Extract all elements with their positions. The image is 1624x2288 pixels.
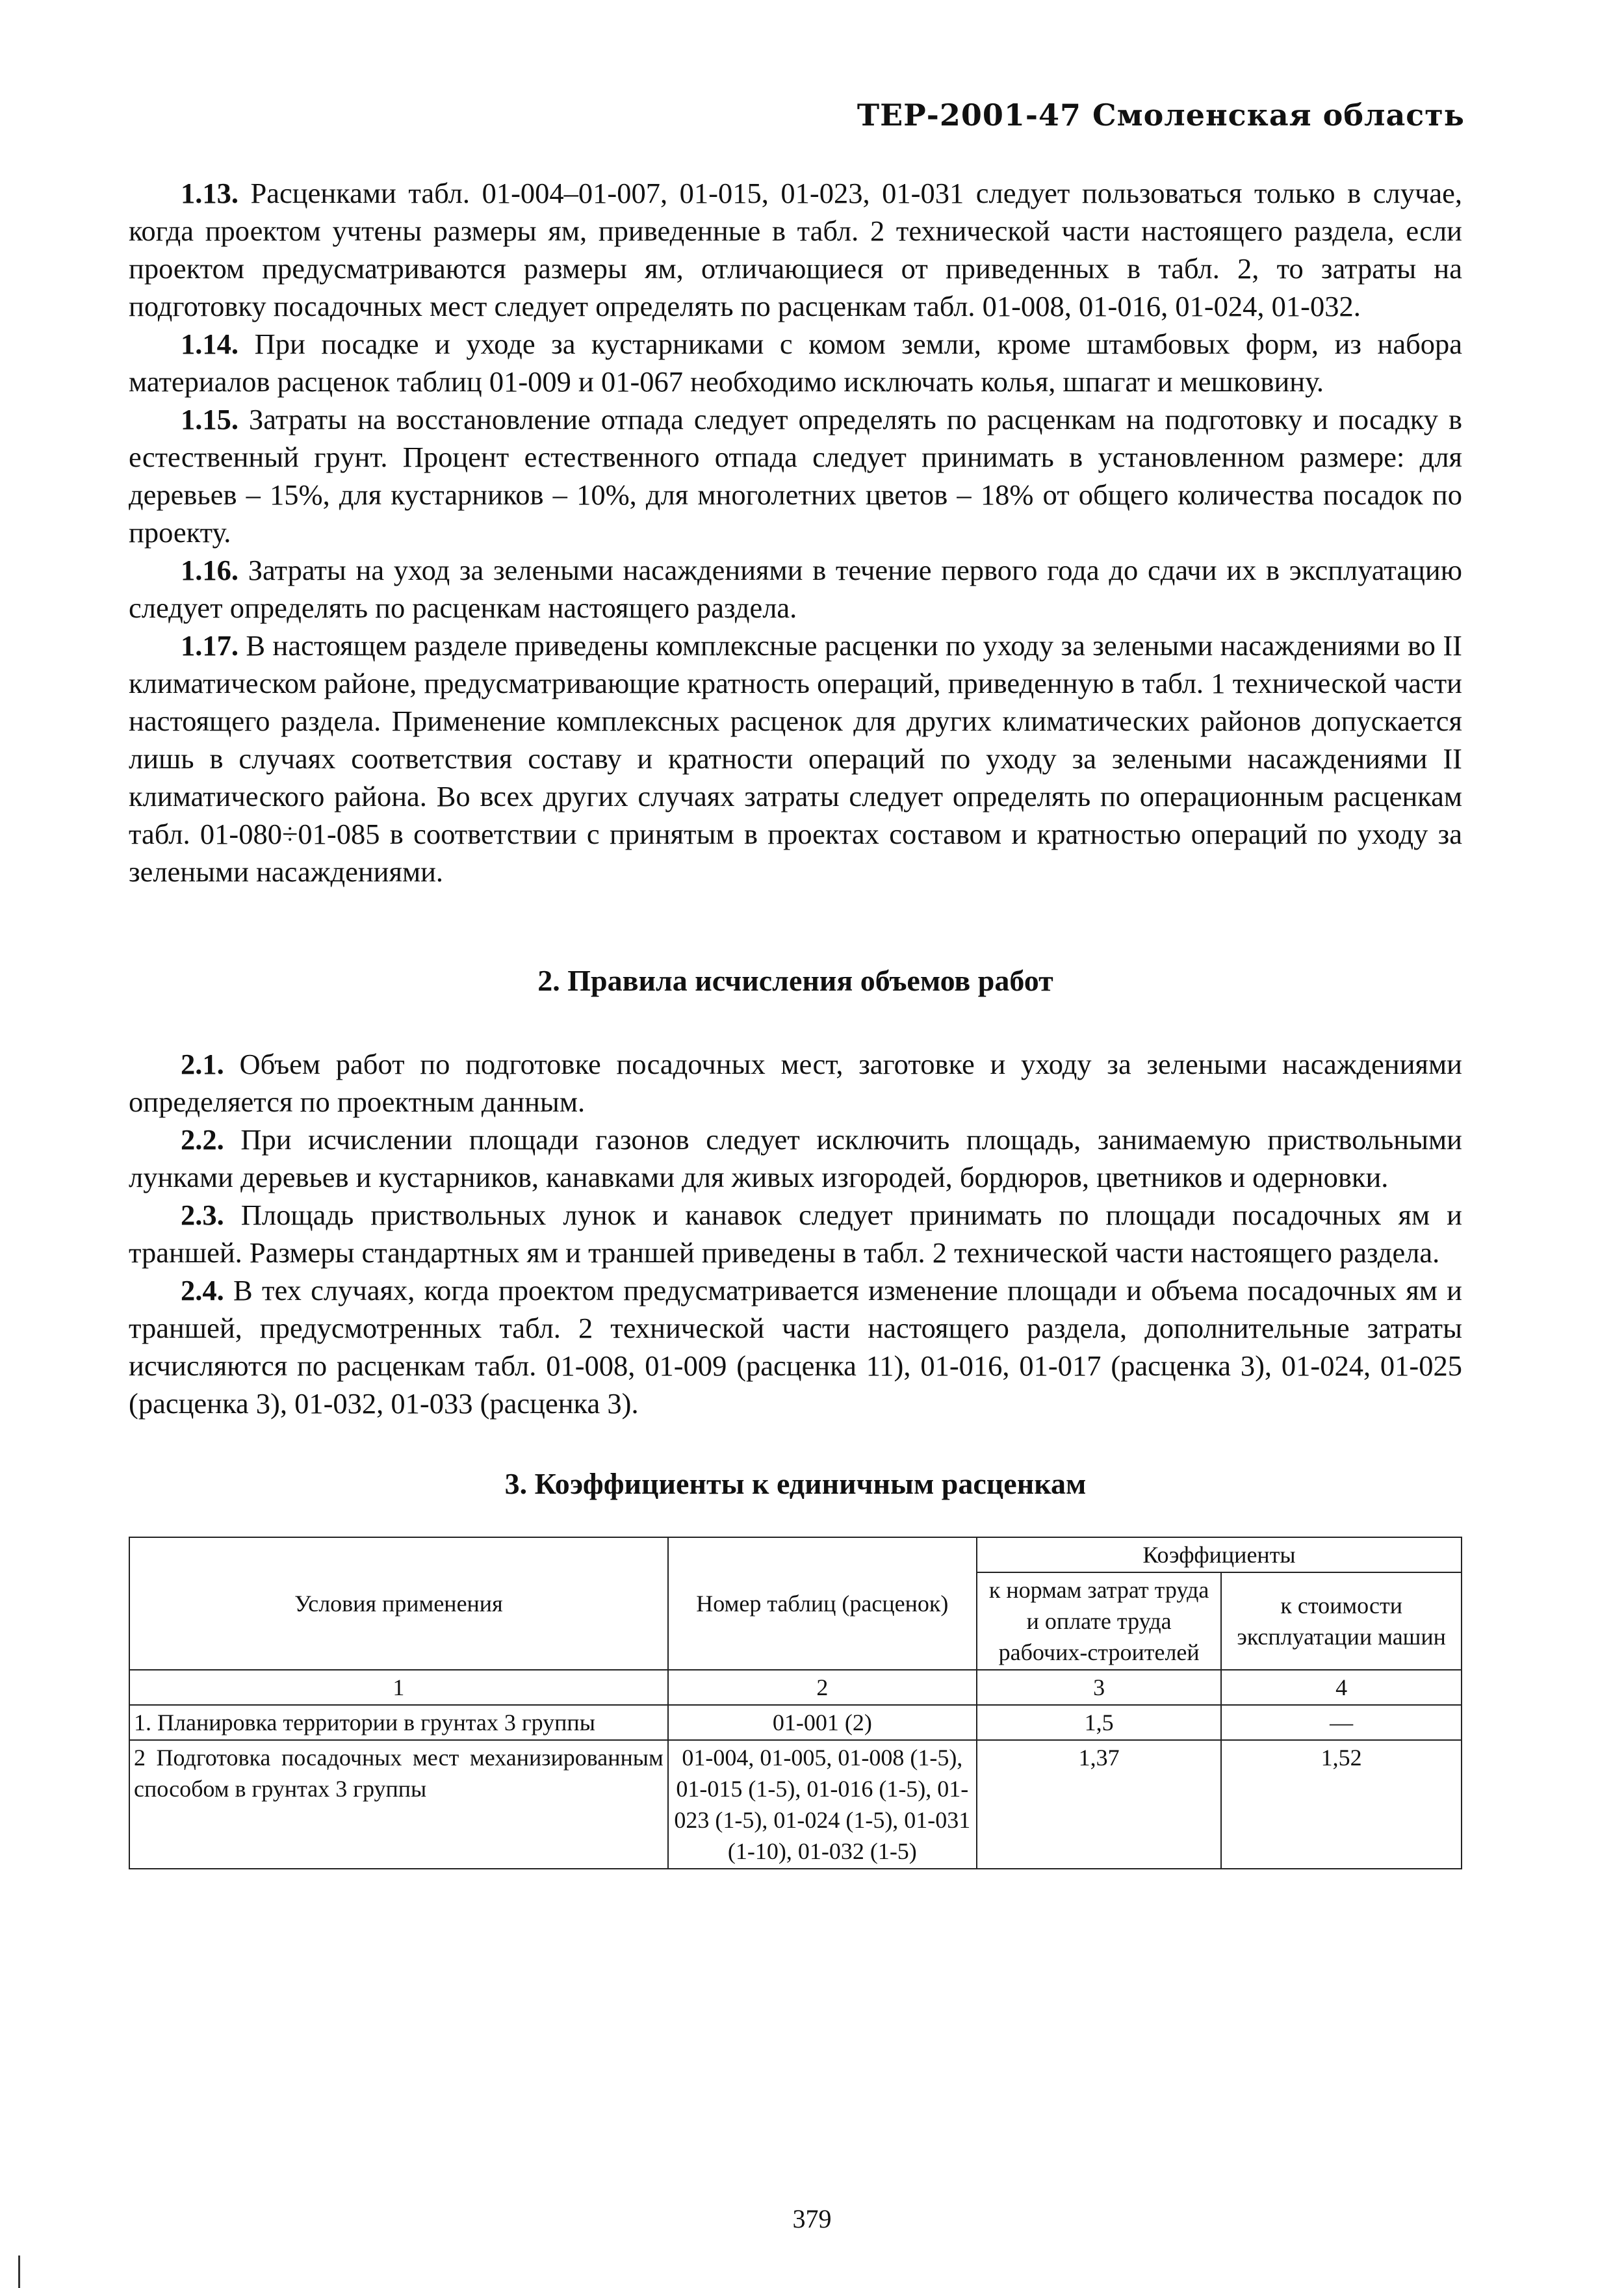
header-conditions: Условия применения (129, 1537, 668, 1670)
scan-edge-mark (18, 2256, 20, 2288)
labor-coefficient-cell: 1,37 (977, 1740, 1221, 1869)
table-number-cell: 01-004, 01-005, 01-008 (1-5), 01-015 (1-5), 01-016 (1-5), 01-023 (1-5), 01-024 (1-5), 01-031 (1-10), 01-032 (1-5) (668, 1740, 977, 1869)
clause-number: 2.3. (181, 1199, 224, 1231)
clause-paragraph (129, 627, 1462, 890)
clause-number: 2.4. (181, 1274, 224, 1306)
column-index: 1 (129, 1670, 668, 1705)
clause-number: 2.2. (181, 1123, 224, 1156)
header-machine-coefficient: к стоимости эксплуатации машин (1221, 1572, 1462, 1670)
header-table-number: Номер таблиц (расценок) (668, 1537, 977, 1670)
labor-coefficient-cell: 1,5 (977, 1705, 1221, 1740)
clause-paragraph (129, 1045, 1462, 1121)
column-index-row (129, 1670, 1462, 1705)
page-number: 379 (792, 2204, 832, 2233)
clause-number: 1.16. (181, 554, 238, 586)
clause-text: Затраты на уход за зелеными насаждениями в течение первого года до сдачи их в эксплуатацию следует определять по расценкам настоящего раздела. (129, 554, 1462, 624)
clause-text: Объем работ по подготовке посадочных мест, заготовке и уходу за зелеными насаждениями определяется по проектным данным. (129, 1048, 1462, 1118)
column-index: 3 (977, 1670, 1221, 1705)
table-body (129, 1670, 1462, 1869)
clause-text: При посадке и уходе за кустарниками с комом земли, кроме штамбовых форм, из набора материалов расценок таблиц 01-009 и 01-067 необходимо исключать колья, шпагат и мешковину. (129, 328, 1462, 398)
clause-number: 1.14. (181, 328, 238, 360)
column-index: 2 (668, 1670, 977, 1705)
clause-number: 1.15. (181, 403, 238, 436)
clause-text: Площадь приствольных лунок и канавок следует принимать по площади посадочных ям и траншей. Размеры стандартных ям и траншей приведены в табл. 2 технической части настоящего раздела. (129, 1199, 1462, 1269)
clause-text: При исчислении площади газонов следует исключить площадь, занимаемую приствольными лунками деревьев и кустарников, канавками для живых изгородей, бордюров, цветников и одерновки. (129, 1123, 1462, 1193)
header-labor-coefficient: к нормам затрат труда и оплате труда рабочих-строителей (977, 1572, 1221, 1670)
table-number-cell: 01-001 (2) (668, 1705, 977, 1740)
clause-text: Расценками табл. 01-004–01-007, 01-015, 01-023, 01-031 следует пользоваться только в случае, когда проектом учтены размеры ям, приведенные в табл. 2 технической части настоящего раздела, если проектом предусматриваются размеры ям, отличающиеся от приведенных в табл. 2, то затраты на подготовку посадочных мест следует определять по расценкам табл. 01-008, 01-016, 01-024, 01-032. (129, 177, 1462, 322)
machine-coefficient-cell: 1,52 (1221, 1740, 1462, 1869)
clause-text: В тех случаях, когда проектом предусматривается изменение площади и объема посадочных ям и траншей, предусмотренных табл. 2 технической части настоящего раздела, дополнительные затраты исчисляются по расценкам табл. 01-008, 01-009 (расценка 11), 01-016, 01-017 (расценка 3), 01-024, 01-025 (расценка 3), 01-032, 01-033 (расценка 3). (129, 1274, 1462, 1420)
section-1 (129, 174, 1462, 890)
clause-paragraph (129, 1271, 1462, 1422)
clause-number: 2.1. (181, 1048, 224, 1080)
clause-paragraph (129, 400, 1462, 551)
coefficients-table (129, 1537, 1462, 1869)
document-body (129, 174, 1462, 1869)
clause-number: 1.17. (181, 629, 238, 662)
clause-number: 1.13. (181, 177, 238, 209)
section-2-heading: 2. Правила исчисления объемов работ (537, 964, 1053, 997)
clause-paragraph (129, 325, 1462, 400)
clause-paragraph (129, 551, 1462, 627)
table-row (129, 1705, 1462, 1740)
section-3-heading: 3. Коэффициенты к единичным расценкам (504, 1467, 1087, 1500)
page-header: ТЕР-2001-47 Смоленская область (857, 98, 1465, 133)
column-index: 4 (1221, 1670, 1462, 1705)
clause-paragraph (129, 174, 1462, 325)
header-coefficients: Коэффициенты (977, 1537, 1462, 1572)
condition-cell: 2 Подготовка посадочных мест механизированным способом в грунтах 3 группы (129, 1740, 668, 1869)
clause-paragraph (129, 1196, 1462, 1271)
condition-cell: 1. Планировка территории в грунтах 3 группы (129, 1705, 668, 1740)
machine-coefficient-cell: — (1221, 1705, 1462, 1740)
clause-text: Затраты на восстановление отпада следует определять по расценкам на подготовку и посадку в естественный грунт. Процент естественного отпада следует принимать в установленном размере: для деревьев – 15%, для кустарников – 10%, для многолетних цветов – 18% от общего количества посадок по проекту. (129, 403, 1462, 549)
section-2 (129, 1045, 1462, 1422)
clause-text: В настоящем разделе приведены комплексные расценки по уходу за зелеными насаждениями во II климатическом районе, предусматривающие кратность операций, приведенную в табл. 1 технической части настоящего раздела. Применение комплексных расценок для других климатических районов допускается лишь в случаях соответствия составу и кратности операций по уходу за зелеными насаждениями II климатического района. Во всех других случаях затраты следует определять по операционным расценкам табл. 01-080÷01-085 в соответствии с принятым в проектах составом и кратностью операций по уходу за зелеными насаждениями. (129, 629, 1462, 888)
clause-paragraph (129, 1121, 1462, 1196)
table-header-row (129, 1537, 1462, 1572)
table-row (129, 1740, 1462, 1869)
